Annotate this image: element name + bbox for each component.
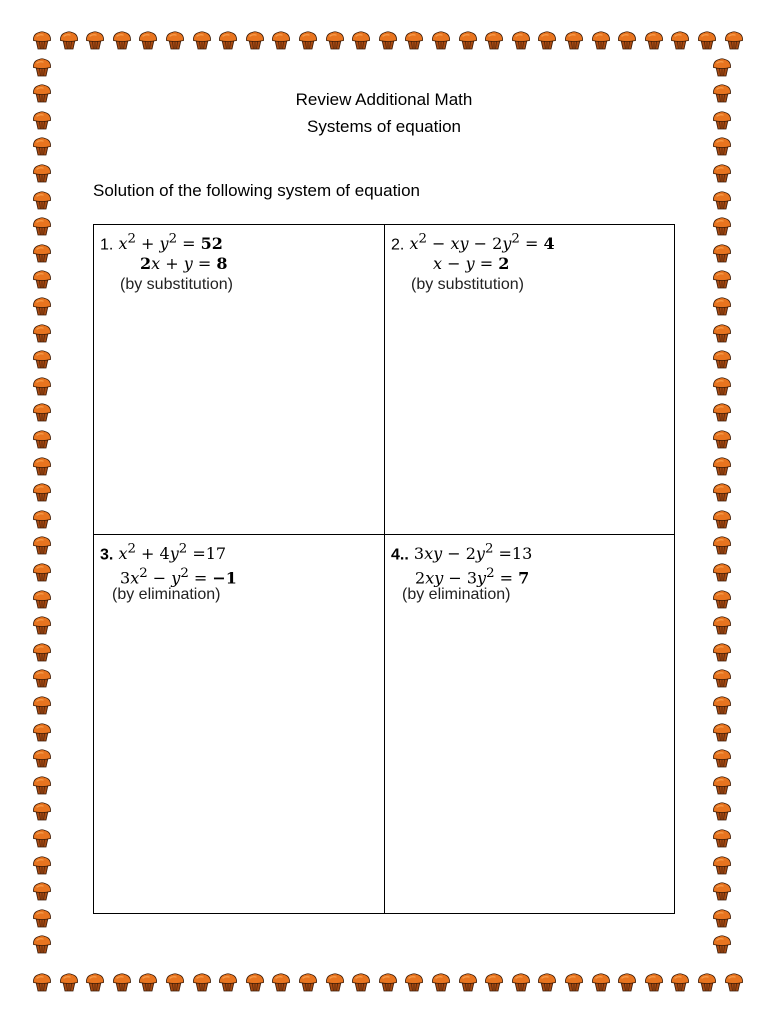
muffin-icon xyxy=(245,972,265,992)
equation-2: $2xy - 3y^2 = 7$ xyxy=(415,566,530,588)
muffin-icon xyxy=(32,642,52,662)
muffin-icon xyxy=(712,402,732,422)
muffin-icon xyxy=(712,881,732,901)
muffin-icon xyxy=(712,136,732,156)
muffin-icon xyxy=(484,30,504,50)
problem-number: 2. xyxy=(391,236,405,254)
muffin-icon xyxy=(378,972,398,992)
muffin-icon xyxy=(32,163,52,183)
muffin-icon xyxy=(32,562,52,582)
muffin-icon xyxy=(712,243,732,263)
muffin-icon xyxy=(712,509,732,529)
equation-1: $x^2 + y^2 = 52$ xyxy=(118,232,223,254)
muffin-icon xyxy=(85,30,105,50)
problem-cell-3[interactable] xyxy=(94,535,384,844)
muffin-icon xyxy=(697,30,717,50)
muffin-icon xyxy=(712,163,732,183)
muffin-icon xyxy=(32,269,52,289)
equation-1: $x^2 + 4y^2 =17$ xyxy=(118,542,227,564)
equation-2: x − y = 2 xyxy=(433,254,510,273)
muffin-icon xyxy=(712,642,732,662)
muffin-icon xyxy=(32,589,52,609)
method-label: (by elimination) xyxy=(402,586,511,603)
problem-cell-4[interactable] xyxy=(385,535,675,844)
muffin-icon xyxy=(298,30,318,50)
muffin-icon xyxy=(712,828,732,848)
muffin-icon xyxy=(712,934,732,954)
muffin-icon xyxy=(458,30,478,50)
muffin-icon xyxy=(404,972,424,992)
muffin-icon xyxy=(712,562,732,582)
muffin-icon xyxy=(165,30,185,50)
muffin-icon xyxy=(32,456,52,476)
equation-2: 2x + y = 8 xyxy=(140,254,228,273)
page-title: Review Additional Math xyxy=(295,90,473,109)
muffin-icon xyxy=(32,30,52,50)
muffin-icon xyxy=(32,349,52,369)
muffin-icon xyxy=(32,216,52,236)
muffin-icon xyxy=(325,30,345,50)
muffin-icon xyxy=(564,30,584,50)
muffin-icon xyxy=(712,269,732,289)
instruction-text: Solution of the following system of equation xyxy=(93,181,420,200)
muffin-icon xyxy=(85,972,105,992)
muffin-icon xyxy=(431,30,451,50)
method-label: (by substitution) xyxy=(120,276,233,293)
muffin-icon xyxy=(192,30,212,50)
muffin-icon xyxy=(32,908,52,928)
muffin-icon xyxy=(59,30,79,50)
muffin-icon xyxy=(32,828,52,848)
muffin-icon xyxy=(32,509,52,529)
muffin-icon xyxy=(32,376,52,396)
problem-cell-2[interactable] xyxy=(385,225,675,534)
muffin-icon xyxy=(32,323,52,343)
muffin-icon xyxy=(712,615,732,635)
method-label: (by substitution) xyxy=(411,276,524,293)
muffin-icon xyxy=(712,801,732,821)
muffin-icon xyxy=(32,190,52,210)
muffin-icon xyxy=(670,972,690,992)
muffin-icon xyxy=(32,972,52,992)
muffin-icon xyxy=(32,482,52,502)
equation-2: $3x^2 - y^2 = -1$ xyxy=(120,566,237,588)
muffin-icon xyxy=(564,972,584,992)
muffin-icon xyxy=(458,972,478,992)
muffin-icon xyxy=(218,972,238,992)
muffin-icon xyxy=(351,30,371,50)
muffin-icon xyxy=(32,136,52,156)
problem-grid xyxy=(93,224,675,914)
muffin-icon xyxy=(712,855,732,875)
muffin-icon xyxy=(192,972,212,992)
muffin-icon xyxy=(712,216,732,236)
muffin-icon xyxy=(271,30,291,50)
page-subtitle: Systems of equation xyxy=(306,117,462,136)
muffin-icon xyxy=(712,323,732,343)
muffin-icon xyxy=(712,376,732,396)
muffin-icon xyxy=(32,402,52,422)
muffin-icon xyxy=(298,972,318,992)
muffin-icon xyxy=(218,30,238,50)
muffin-icon xyxy=(32,429,52,449)
muffin-icon xyxy=(32,855,52,875)
muffin-icon xyxy=(697,972,717,992)
muffin-icon xyxy=(712,429,732,449)
problem-cell-1[interactable] xyxy=(94,225,384,534)
muffin-icon xyxy=(112,30,132,50)
muffin-icon xyxy=(537,972,557,992)
muffin-icon xyxy=(32,695,52,715)
muffin-icon xyxy=(724,972,744,992)
problem-number: 3. xyxy=(100,546,114,564)
muffin-icon xyxy=(537,30,557,50)
muffin-icon xyxy=(325,972,345,992)
muffin-icon xyxy=(712,668,732,688)
muffin-icon xyxy=(712,695,732,715)
muffin-icon xyxy=(712,722,732,742)
muffin-icon xyxy=(59,972,79,992)
muffin-icon xyxy=(712,589,732,609)
muffin-icon xyxy=(511,30,531,50)
muffin-icon xyxy=(138,972,158,992)
muffin-icon xyxy=(712,190,732,210)
muffin-icon xyxy=(712,57,732,77)
muffin-icon xyxy=(404,30,424,50)
muffin-icon xyxy=(271,972,291,992)
equation-1: $x^2$ − xy − $2y^2 = 4$ xyxy=(409,232,555,254)
muffin-icon xyxy=(591,30,611,50)
equation-1: $3xy - 2y^2 =13$ xyxy=(413,542,533,564)
muffin-icon xyxy=(644,30,664,50)
muffin-icon xyxy=(617,30,637,50)
method-label: (by elimination) xyxy=(112,586,221,603)
muffin-icon xyxy=(431,972,451,992)
muffin-icon xyxy=(32,57,52,77)
muffin-icon xyxy=(32,934,52,954)
muffin-icon xyxy=(138,30,158,50)
muffin-icon xyxy=(32,243,52,263)
muffin-icon xyxy=(484,972,504,992)
muffin-icon xyxy=(724,30,744,50)
muffin-icon xyxy=(32,722,52,742)
muffin-icon xyxy=(712,775,732,795)
muffin-icon xyxy=(245,30,265,50)
muffin-icon xyxy=(378,30,398,50)
muffin-icon xyxy=(165,972,185,992)
muffin-icon xyxy=(644,972,664,992)
muffin-icon xyxy=(617,972,637,992)
muffin-icon xyxy=(712,482,732,502)
muffin-icon xyxy=(32,535,52,555)
muffin-icon xyxy=(32,748,52,768)
muffin-icon xyxy=(32,668,52,688)
muffin-icon xyxy=(351,972,371,992)
muffin-icon xyxy=(670,30,690,50)
muffin-icon xyxy=(32,296,52,316)
muffin-icon xyxy=(712,456,732,476)
problem-number: 4.. xyxy=(391,546,409,564)
muffin-icon xyxy=(712,535,732,555)
muffin-icon xyxy=(112,972,132,992)
muffin-icon xyxy=(511,972,531,992)
muffin-icon xyxy=(712,908,732,928)
muffin-icon xyxy=(591,972,611,992)
muffin-icon xyxy=(712,748,732,768)
muffin-icon xyxy=(32,801,52,821)
muffin-icon xyxy=(32,881,52,901)
muffin-icon xyxy=(32,615,52,635)
muffin-icon xyxy=(712,349,732,369)
muffin-icon xyxy=(712,296,732,316)
problem-number: 1. xyxy=(100,236,114,254)
muffin-icon xyxy=(32,775,52,795)
